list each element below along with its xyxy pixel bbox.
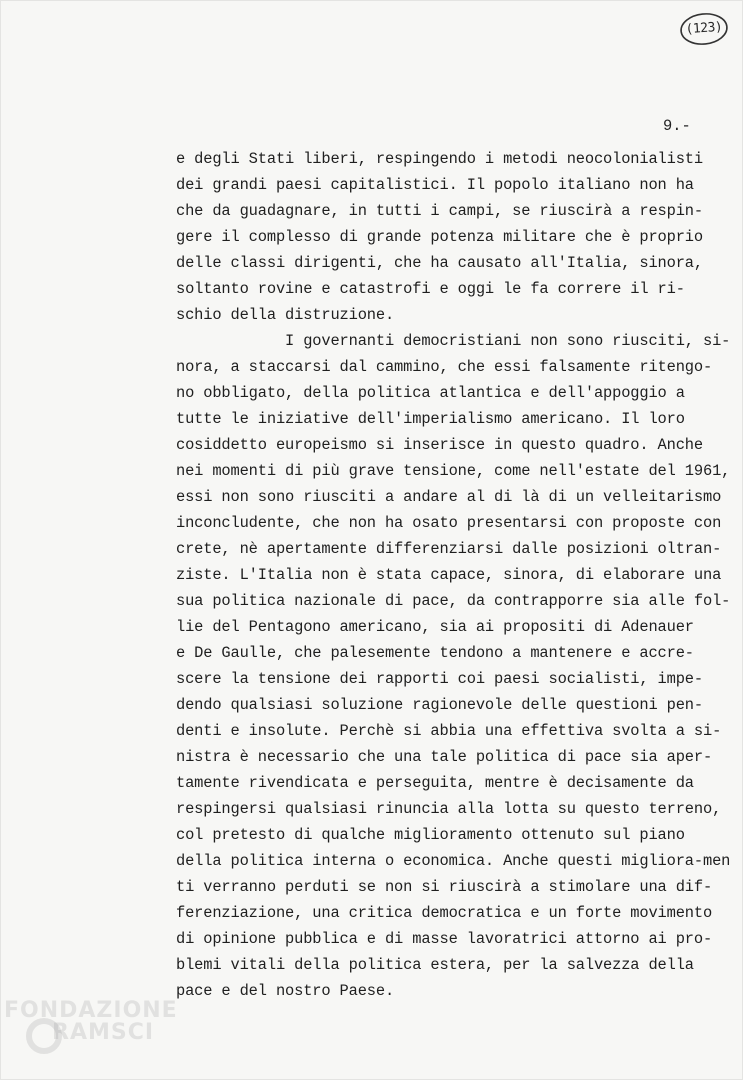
- stamp-number: (123): [685, 19, 723, 38]
- text-line: dendo qualsiasi soluzione ragionevole delle questioni pen-: [176, 696, 703, 714]
- text-line: no obbligato, della politica atlantica e dell'appoggio a: [176, 384, 685, 402]
- text-line: tamente rivendicata e perseguita, mentre è decisamente da: [176, 774, 694, 792]
- text-line: nei momenti di più grave tensione, come nell'estate del 1961,: [176, 462, 731, 480]
- text-line: crete, nè apertamente differenziarsi dalle posizioni oltran-: [176, 540, 722, 558]
- text-line: nora, a staccarsi dal cammino, che essi falsamente ritengo-: [176, 358, 713, 376]
- text-line: cosiddetto europeismo si inserisce in questo quadro. Anche: [176, 436, 703, 454]
- page-number: 9.-: [663, 117, 691, 135]
- watermark-line-1: FONDAZIONE: [4, 998, 178, 1023]
- text-line: di opinione pubblica e di masse lavoratrici attorno ai pro-: [176, 930, 713, 948]
- text-line: delle classi dirigenti, che ha causato all'Italia, sinora,: [176, 254, 703, 272]
- text-line: pace e del nostro Paese.: [176, 982, 395, 1000]
- text-line: nistra è necessario che una tale politica di pace sia aper-: [176, 748, 713, 766]
- text-line: sua politica nazionale di pace, da contrapporre sia alle fol-: [176, 592, 731, 610]
- text-line: scere la tensione dei rapporti coi paesi socialisti, impe-: [176, 670, 703, 688]
- text-line: della politica interna o economica. Anche questi migliora-men: [176, 852, 731, 870]
- watermark-line-2: RAMSCI: [52, 1020, 155, 1045]
- text-line: lie del Pentagono americano, sia ai propositi di Adenauer: [176, 618, 694, 636]
- text-line: e De Gaulle, che palesemente tendono a mantenere e accre-: [176, 644, 694, 662]
- text-line: inconcludente, che non ha osato presentarsi con proposte con: [176, 514, 722, 532]
- text-line: ferenziazione, una critica democratica e un forte movimento: [176, 904, 713, 922]
- text-line: essi non sono riusciti a andare al di là di un velleitarismo: [176, 488, 722, 506]
- text-line: dei grandi paesi capitalistici. Il popolo italiano non ha: [176, 176, 694, 194]
- text-line: denti e insolute. Perchè si abbia una effettiva svolta a si-: [176, 722, 722, 740]
- text-line: che da guadagnare, in tutti i campi, se riuscirà a respin-: [176, 202, 703, 220]
- text-line: gere il complesso di grande potenza militare che è proprio: [176, 228, 703, 246]
- text-line: respingersi qualsiasi rinuncia alla lotta su questo terreno,: [176, 800, 722, 818]
- text-line: I governanti democristiani non sono riusciti, si-: [176, 332, 731, 350]
- fondazione-gramsci-watermark: [4, 998, 224, 1078]
- archive-stamp: [678, 10, 730, 48]
- text-line: tutte le iniziative dell'imperialismo americano. Il loro: [176, 410, 685, 428]
- text-line: ziste. L'Italia non è stata capace, sinora, di elaborare una: [176, 566, 722, 584]
- text-line: ti verranno perduti se non si riuscirà a stimolare una dif-: [176, 878, 713, 896]
- text-line: soltanto rovine e catastrofi e oggi le fa correre il ri-: [176, 280, 685, 298]
- text-line: e degli Stati liberi, respingendo i metodi neocolonialisti: [176, 150, 703, 168]
- text-line: schio della distruzione.: [176, 306, 395, 324]
- text-line: blemi vitali della politica estera, per la salvezza della: [176, 956, 694, 974]
- text-line: col pretesto di qualche miglioramento ottenuto sul piano: [176, 826, 685, 844]
